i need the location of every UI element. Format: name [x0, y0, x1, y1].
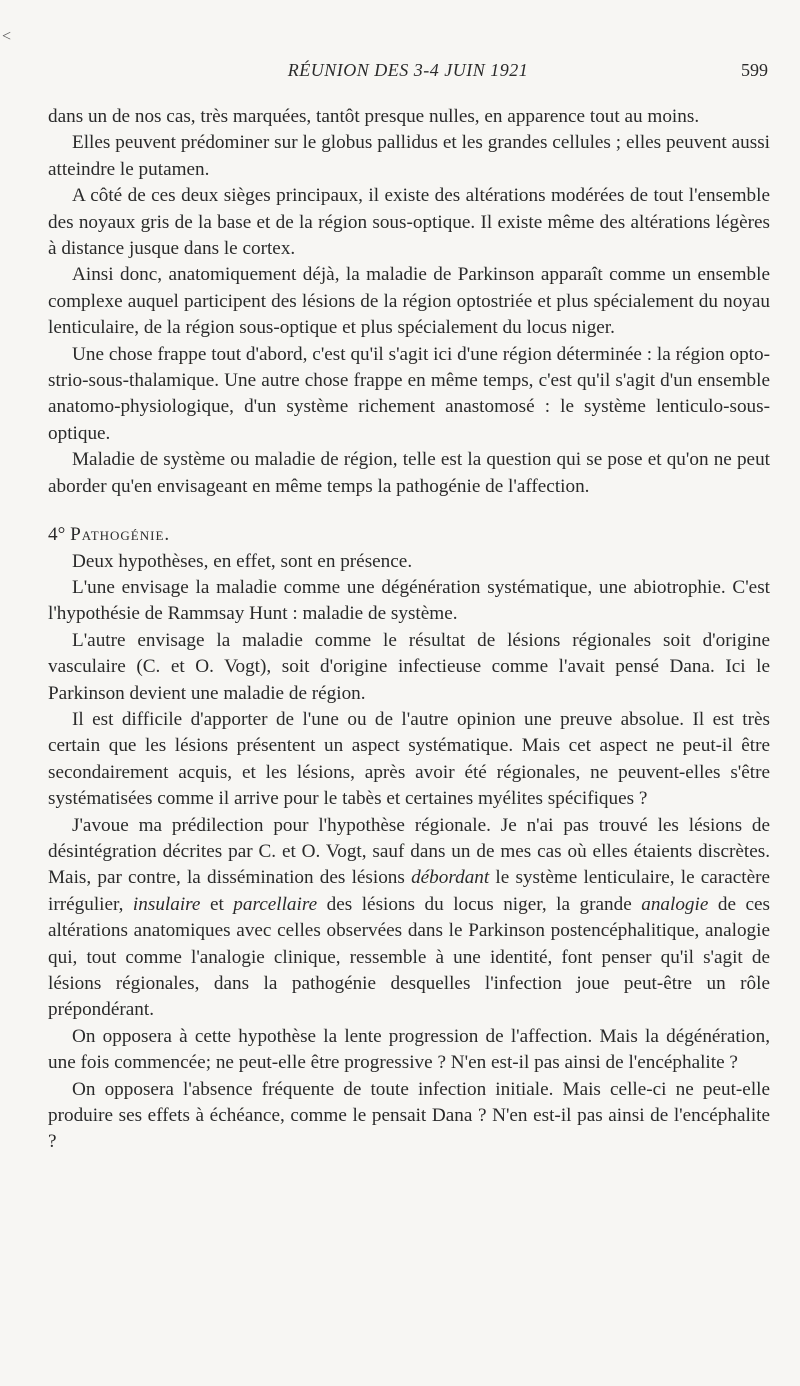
- margin-mark: <: [2, 28, 12, 45]
- paragraph: Deux hypothèses, en effet, sont en présence.: [72, 550, 413, 572]
- paragraph: Maladie de système ou maladie de région, telle est la question qui se pose et qu'on ne peut aborder qu'en envisageant en même temps la pathogénie de l'affection.: [48, 449, 770, 497]
- emphasis: insulaire: [132, 893, 201, 915]
- header-title: RÉUNION DES 3-4 JUIN 1921: [287, 60, 529, 80]
- paragraph: Une chose frappe tout d'abord, c'est qu'il s'agit ici d'une région déterminée : la région opto-strio-sous-thalamique. Une autre chose frappe en même temps, c'est qu'il s'agit d'un ensemble anatomo-physiologique, d'un système richement anastomosé : le système lenticulo-sous-optique.: [48, 343, 770, 444]
- text-body: [48, 104, 770, 1156]
- emphasis: débordant: [411, 867, 490, 889]
- running-header: [48, 60, 768, 86]
- section-title: Pathogénie.: [70, 524, 171, 546]
- text-run: J'avoue ma prédilection pour l'hypothèse régionale. Je n'ai pas trouvé les lésions de désintégration décrites par C. et O. Vogt, sauf dans un de mes cas où elles étaients discrètes. Mais, par contre, la dissémination des lésions: [48, 814, 770, 889]
- text-run: le système lenticulaire, le caractère irrégulier,: [48, 867, 770, 915]
- page-number: 599: [741, 60, 768, 80]
- paragraph: Ainsi donc, anatomiquement déjà, la maladie de Parkinson apparaît comme un ensemble complexe auquel participent des lésions de la région optostriée et plus spécialement du noyau lenticulaire, de la région sous-optique et plus spécialement du locus niger.: [48, 264, 770, 339]
- paragraph: L'autre envisage la maladie comme le résultat de lésions régionales soit d'origine vasculaire (C. et O. Vogt), soit d'origine infectieuse comme l'avait pensé Dana. Ici le Parkinson devient une maladie de région.: [48, 629, 770, 704]
- section-number: 4°: [48, 524, 66, 546]
- emphasis: parcellaire: [233, 893, 318, 915]
- paragraph: Elles peuvent prédominer sur le globus pallidus et les grandes cellules ; elles peuvent aussi atteindre le putamen.: [48, 132, 770, 180]
- text-run: des lésions du locus niger, la grande: [317, 893, 642, 915]
- section-heading: [48, 522, 770, 548]
- paragraph: On opposera l'absence fréquente de toute infection initiale. Mais celle-ci ne peut-elle produire ses effets à échéance, comme le pensait Dana ? N'en est-il pas ainsi de l'encéphalite ?: [48, 1078, 770, 1153]
- paragraph-avoue: [48, 813, 770, 1024]
- text-run: et: [200, 893, 234, 915]
- paragraph: On opposera à cette hypothèse la lente progression de l'affection. Mais la dégénération, une fois commencée; ne peut-elle être progressive ? N'en est-il pas ainsi de l'encéphalite ?: [48, 1025, 770, 1074]
- emphasis: analogie: [641, 893, 709, 915]
- paragraph: L'une envisage la maladie comme une dégénération systématique, une abiotrophie. C'est l'hypothésie de Rammsay Hunt : maladie de système.: [48, 576, 770, 625]
- text-run: de ces altérations anatomiques avec celles observées dans le Parkinson postencéphalitique, analogie qui, tout comme l'analogie clinique, ressemble à une identité, font penser qu'il s'agit de lésions régionales, dans la pathogénie desquelles l'infection joue peut-être un rôle prépondérant.: [48, 893, 770, 1021]
- paragraph: A côté de ces deux sièges principaux, il existe des altérations modérées de tout l'ensemble des noyaux gris de la base et de la région sous-optique. Il existe même des altérations légères à distance jusque dans le cortex.: [48, 185, 770, 260]
- paragraph: dans un de nos cas, très marquées, tantôt presque nulles, en apparence tout au moins.: [48, 106, 700, 127]
- paragraph: Il est difficile d'apporter de l'une ou de l'autre opinion une preuve absolue. Il est très certain que les lésions présentent un aspect systématique. Mais cet aspect ne peut-il être secondairement acquis, et les lésions, après avoir été régionales, ne peuvent-elles s'être systématisées comme il arrive pour le tabès et certaines myélites spécifiques ?: [48, 708, 770, 810]
